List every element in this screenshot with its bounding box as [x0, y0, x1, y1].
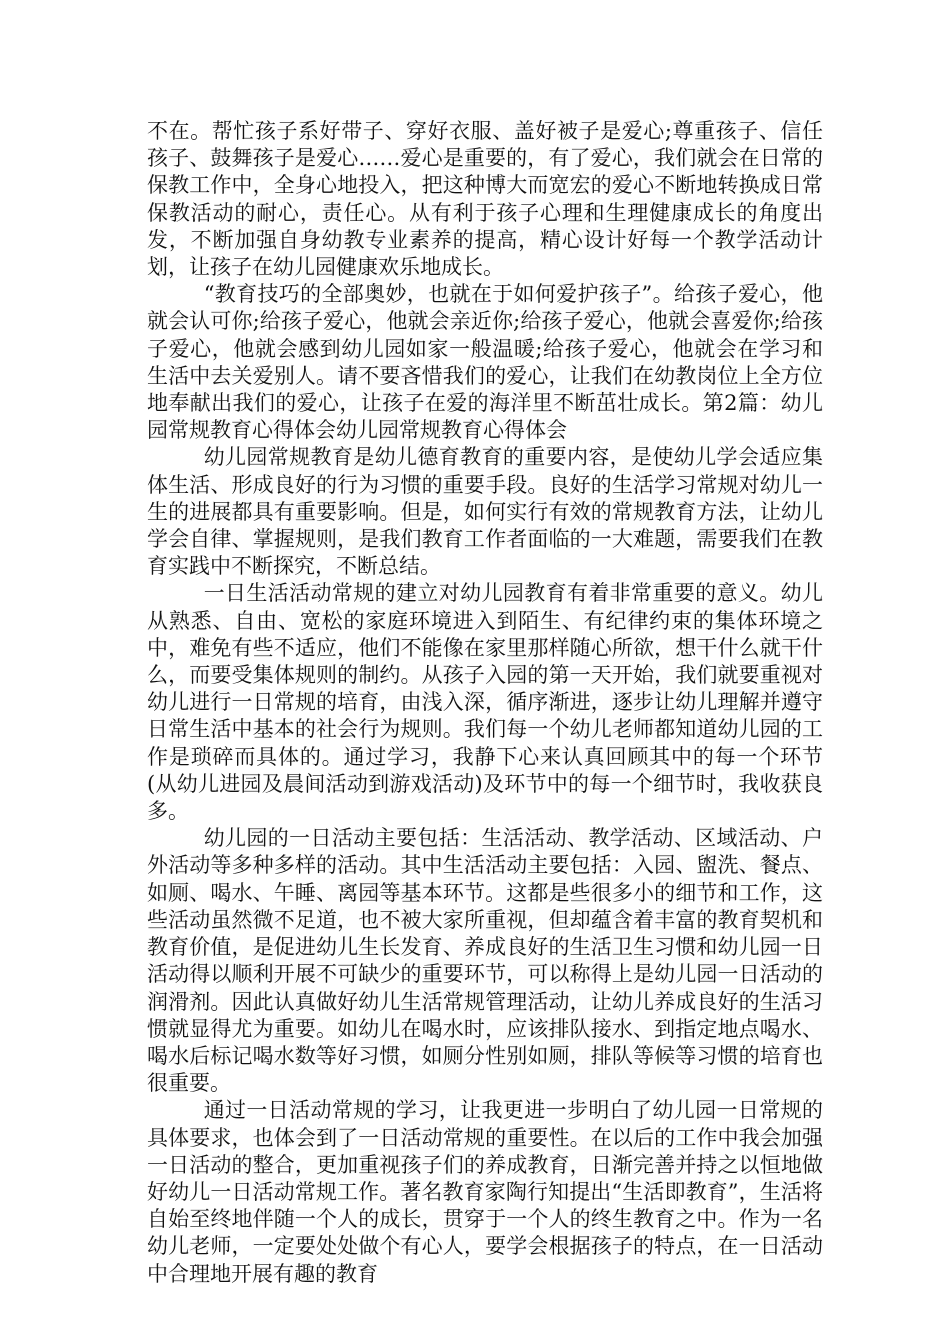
paragraph-2: “教育技巧的全部奥妙，也就在于如何爱护孩子”。给孩子爱心，他就会认可你;给孩子爱心，他就会亲近你;给孩子爱心，他就会喜爱你;给孩子爱心，他就会感到幼儿园如家一般温暖;给孩子爱心，他就会在学习和生活中去关爱别人。请不要吝惜我们的爱心，让我们在幼教岗位上全方位地奉献出我们的爱心，让孩子在爱的海洋里不断茁壮成长。第2篇：幼儿园常规教育心得体会幼儿园常规教育心得体会	[147, 282, 823, 443]
paragraph-6: 通过一日活动常规的学习，让我更进一步明白了幼儿园一日常规的具体要求，也体会到了一日活动常规的重要性。在以后的工作中我会加强一日活动的整合，更加重视孩子们的养成教育，日渐完善并持之以恒地做好幼儿一日活动常规工作。著名教育家陶行知提出“生活即教育”，生活将自始至终地伴随一个人的成长，贯穿于一个人的终生教育之中。作为一名幼儿老师，一定要处处做个有心人，要学会根据孩子的特点，在一日活动中合理地开展有趣的教育	[147, 1098, 823, 1286]
body-text	[147, 118, 823, 1288]
paragraph-1: 不在。帮忙孩子系好带子、穿好衣服、盖好被子是爱心;尊重孩子、信任孩子、鼓舞孩子是爱心……爱心是重要的，有了爱心，我们就会在日常的保教工作中，全身心地投入，把这种博大而宽宏的爱心不断地转换成日常保教活动的耐心，责任心。从有利于孩子心理和生理健康成长的角度出发，不断加强自身幼教专业素养的提高，精心设计好每一个教学活动计划，让孩子在幼儿园健康欢乐地成长。	[147, 119, 823, 280]
paragraph-4: 一日生活活动常规的建立对幼儿园教育有着非常重要的意义。幼儿从熟悉、自由、宽松的家庭环境进入到陌生、有纪律约束的集体环境之中，难免有些不适应，他们不能像在家里那样随心所欲，想干什么就干什么，而要受集体规则的制约。从孩子入园的第一天开始，我们就要重视对幼儿进行一日常规的培育，由浅入深，循序渐进，逐步让幼儿理解并遵守日常生活中基本的社会行为规则。我们每一个幼儿老师都知道幼儿园的工作是琐碎而具体的。通过学习，我静下心来认真回顾其中的每一个环节(从幼儿进园及晨间活动到游戏活动)及环节中的每一个细节时，我收获良多。	[147, 581, 823, 824]
paragraph-3: 幼儿园常规教育是幼儿德育教育的重要内容，是使幼儿学会适应集体生活、形成良好的行为习惯的重要手段。良好的生活学习常规对幼儿一生的进展都具有重要影响。但是，如何实行有效的常规教育方法，让幼儿学会自律、掌握规则，是我们教育工作者面临的一大难题，需要我们在教育实践中不断探究，不断总结。	[147, 445, 823, 579]
paragraph-5: 幼儿园的一日活动主要包括：生活活动、教学活动、区域活动、户外活动等多种多样的活动。其中生活活动主要包括：入园、盥洗、餐点、如厕、喝水、午睡、离园等基本环节。这都是些很多小的细节和工作，这些活动虽然微不足道，也不被大家所重视，但却蕴含着丰富的教育契机和教育价值，是促进幼儿生长发育、养成良好的生活卫生习惯和幼儿园一日活动得以顺利开展不可缺少的重要环节，可以称得上是幼儿园一日活动的润滑剂。因此认真做好幼儿生活常规管理活动，让幼儿养成良好的生活习惯就显得尤为重要。如幼儿在喝水时，应该排队接水、到指定地点喝水、喝水后标记喝水数等好习惯，如厕分性别如厕，排队等候等习惯的培育也很重要。	[147, 826, 823, 1096]
